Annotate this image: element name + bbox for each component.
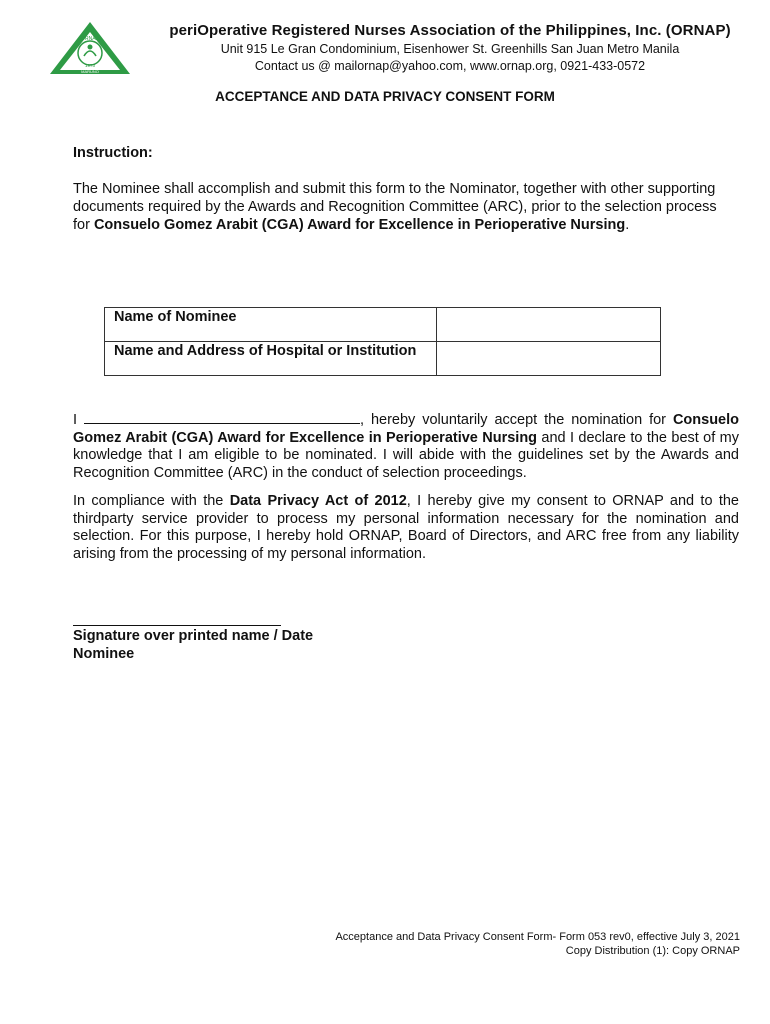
nominee-name-blank[interactable]	[84, 409, 360, 424]
acceptance-paragraph: I , hereby voluntarily accept the nomination for Consuelo Gomez Arabit (CGA) Award for Excellence in Perioperative Nursing and I declare to the best of my knowledge that I am eligible to be nominated. I will abide with the guidelines set by the Awards and Recognition Committee (ARC) in the conduct of selection proceedings.	[73, 409, 739, 482]
org-address: Unit 915 Le Gran Condominium, Eisenhower St. Greenhills San Juan Metro Manila	[220, 42, 680, 56]
instruction-text: The Nominee shall accomplish and submit this form to the Nominator, together with other supporting documents required by the Awards and Recognition Committee (ARC), prior to the selection process for Consuelo Gomez Arabit (CGA) Award for Excellence in Perioperative Nursing.	[73, 181, 717, 233]
signature-line[interactable]	[73, 625, 281, 626]
nominee-name-label: Name of Nominee	[105, 308, 437, 342]
nominee-info-table	[104, 307, 661, 376]
footer	[335, 930, 740, 958]
footer-form-info: Acceptance and Data Privacy Consent Form- Form 053 rev0, effective July 3, 2021	[335, 931, 740, 943]
privacy-paragraph: In compliance with the Data Privacy Act of 2012, I hereby give my consent to ORNAP and to the thirdparty service provider to process my personal information necessary for the nomination and selection. For this purpose, I hereby hold ORNAP, Board of Directors, and ARC free from any liability arising from the processing of my personal information.	[73, 493, 739, 562]
signature-block	[73, 627, 313, 663]
org-name: periOperative Registered Nurses Association of the Philippines, Inc. (ORNAP)	[169, 22, 731, 39]
footer-distribution: Copy Distribution (1): Copy ORNAP	[565, 945, 740, 957]
table-row	[105, 342, 661, 376]
logo-text: ORNAP	[81, 36, 99, 42]
logo-year: 1973	[84, 63, 96, 68]
award-name: Consuelo Gomez Arabit (CGA) Award for Excellence in Perioperative Nursing	[93, 217, 626, 233]
form-title: ACCEPTANCE AND DATA PRIVACY CONSENT FORM	[215, 89, 555, 104]
org-contact: Contact us @ mailornap@yahoo.com, www.ornap.org, 0921-433-0572	[254, 59, 646, 73]
privacy-act: Data Privacy Act of 2012	[229, 493, 407, 509]
hospital-label: Name and Address of Hospital or Institution	[105, 342, 437, 376]
nominee-name-field[interactable]	[437, 308, 661, 342]
instruction-heading: Instruction:	[73, 145, 153, 161]
signature-label: Signature over printed name / Date	[73, 628, 314, 644]
table-row	[105, 308, 661, 342]
ornap-logo	[48, 20, 132, 76]
logo-motto: MARUNO	[81, 69, 99, 74]
signature-role: Nominee	[73, 646, 135, 662]
hospital-field[interactable]	[437, 342, 661, 376]
